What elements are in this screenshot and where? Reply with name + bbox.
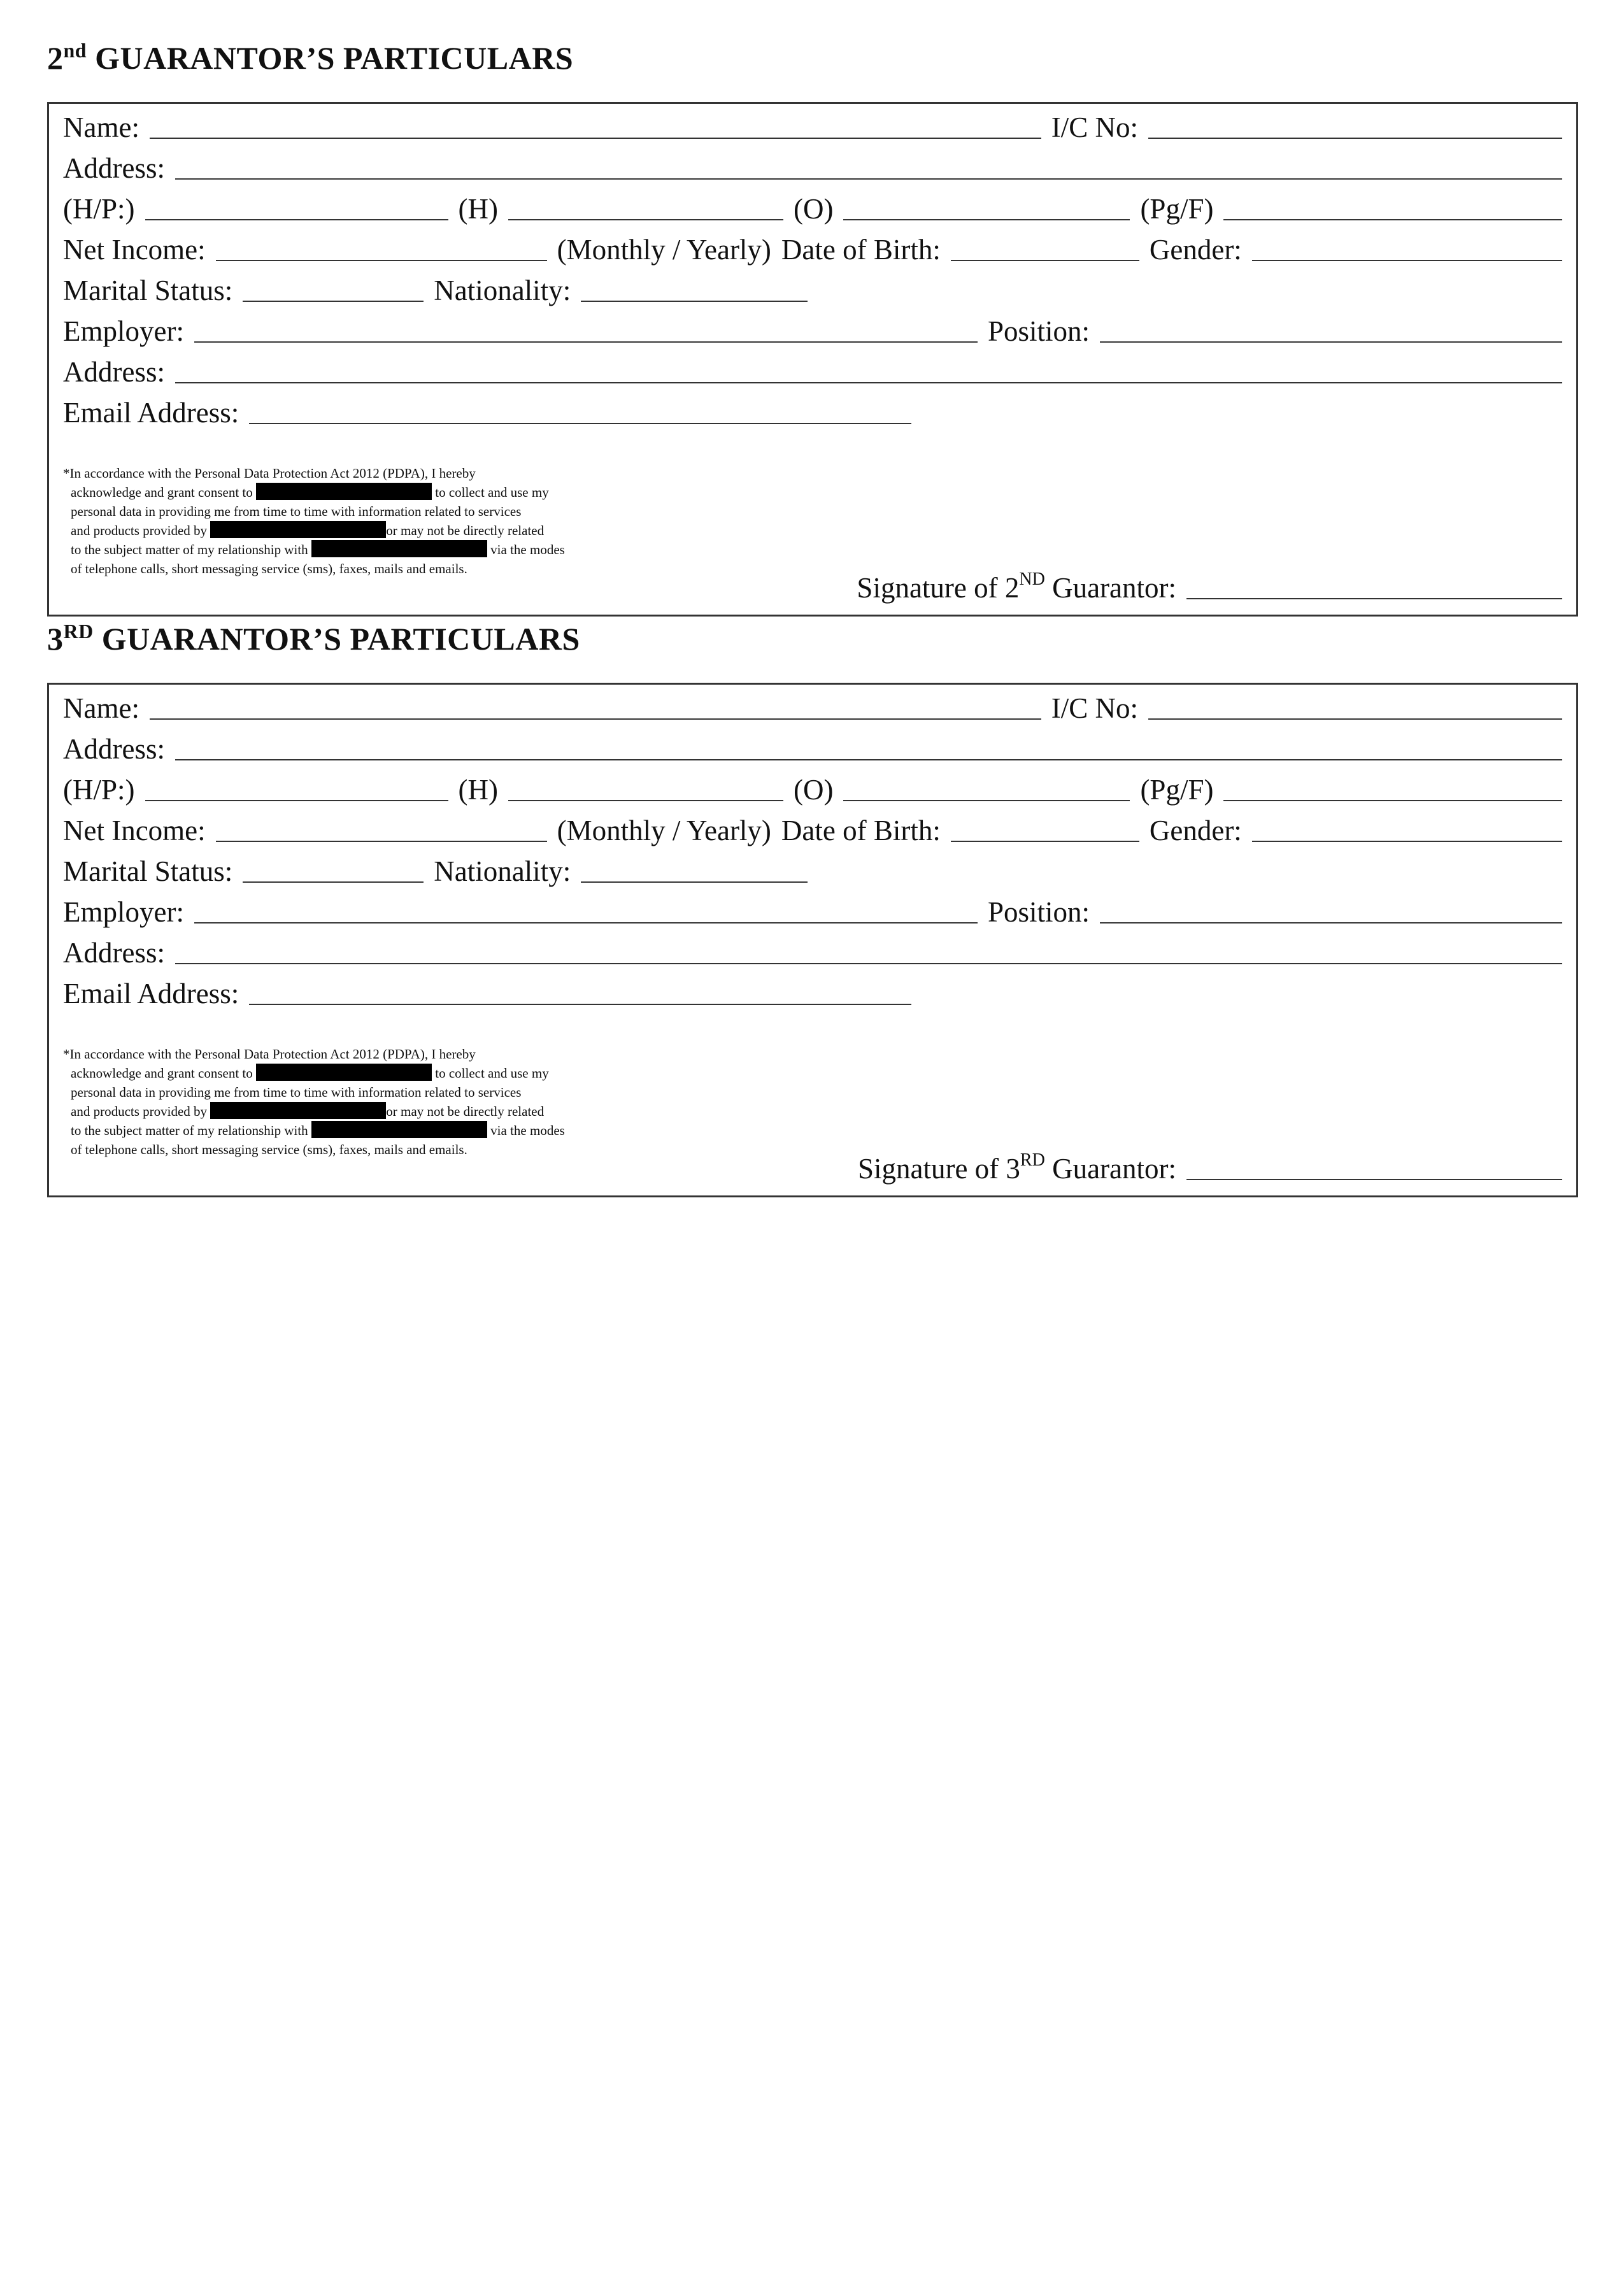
signature-field[interactable] — [1186, 1178, 1562, 1180]
heading-ordinal: RD — [63, 620, 94, 643]
hp-field[interactable] — [145, 799, 448, 801]
row-phones — [63, 770, 1562, 806]
consent-line-4-end: or may not be directly related — [386, 523, 545, 538]
consent-line-2-start: acknowledge and grant consent to — [71, 485, 253, 500]
name-label: Name: — [63, 692, 139, 724]
heading-text: GUARANTOR’S PARTICULARS — [101, 621, 580, 657]
consent-line-5-start: to the subject matter of my relationship with — [71, 1123, 308, 1138]
consent-line-2-end: to collect and use my — [435, 485, 549, 500]
redacted-block — [210, 521, 386, 538]
employer-field[interactable] — [194, 341, 978, 343]
redacted-block — [311, 540, 487, 557]
row-name — [63, 108, 1562, 143]
heading-number: 2 — [47, 40, 64, 76]
pgf-field[interactable] — [1223, 218, 1562, 220]
email-label: Email Address: — [63, 397, 239, 429]
consent-line-5-end: via the modes — [490, 542, 565, 557]
signature-prefix: Signature of 2 — [857, 572, 1020, 604]
signature-suffix: Guarantor: — [1052, 572, 1176, 604]
pdpa-consent-text — [63, 1045, 565, 1159]
signature-suffix: Guarantor: — [1052, 1153, 1176, 1185]
hp-label: (H/P:) — [63, 774, 135, 806]
employer-address-field[interactable] — [175, 381, 1562, 383]
dob-field[interactable] — [951, 840, 1139, 842]
redacted-block — [311, 1121, 487, 1138]
signature-prefix: Signature of 3 — [857, 1153, 1020, 1185]
position-field[interactable] — [1100, 922, 1562, 923]
ic-no-field[interactable] — [1148, 137, 1562, 139]
marital-status-label: Marital Status: — [63, 855, 233, 887]
consent-line-5 — [63, 1121, 565, 1140]
employer-label: Employer: — [63, 315, 184, 347]
row-marital — [63, 271, 1562, 306]
pgf-field[interactable] — [1223, 799, 1562, 801]
position-label: Position: — [987, 896, 1090, 928]
row-email — [63, 974, 1562, 1009]
gender-label: Gender: — [1149, 815, 1242, 846]
heading-text: GUARANTOR’S PARTICULARS — [95, 40, 574, 76]
signature-ordinal: ND — [1019, 569, 1045, 589]
name-field[interactable] — [150, 718, 1041, 720]
guarantor-2-form-box — [47, 102, 1578, 617]
h-label: (H) — [458, 774, 498, 806]
redacted-block — [210, 1102, 386, 1119]
row-employer-address — [63, 933, 1562, 969]
gender-field[interactable] — [1252, 259, 1562, 261]
row-email — [63, 393, 1562, 429]
signature-row — [857, 1150, 1562, 1185]
net-income-label: Net Income: — [63, 234, 206, 266]
signature-field[interactable] — [1186, 597, 1562, 599]
section-title-2nd-guarantor — [47, 39, 574, 76]
row-marital — [63, 852, 1562, 887]
row-employer — [63, 311, 1562, 347]
row-employer — [63, 892, 1562, 928]
consent-line-4 — [63, 1102, 565, 1121]
consent-line-5-end: via the modes — [490, 1123, 565, 1138]
consent-line-5 — [63, 540, 565, 559]
name-label: Name: — [63, 111, 139, 143]
dob-label: Date of Birth: — [781, 815, 941, 846]
net-income-field[interactable] — [216, 840, 547, 842]
consent-line-4-start: and products provided by — [71, 523, 208, 538]
employer-address-label: Address: — [63, 937, 165, 969]
signature-ordinal: RD — [1020, 1150, 1045, 1170]
h-field[interactable] — [508, 218, 783, 220]
consent-line-6: of telephone calls, short messaging service (sms), faxes, mails and emails. — [71, 561, 467, 576]
consent-line-6: of telephone calls, short messaging service (sms), faxes, mails and emails. — [71, 1142, 467, 1157]
row-income — [63, 811, 1562, 846]
row-income — [63, 230, 1562, 266]
consent-line-5-start: to the subject matter of my relationship with — [71, 542, 308, 557]
employer-address-field[interactable] — [175, 962, 1562, 964]
h-field[interactable] — [508, 799, 783, 801]
consent-line-2-end: to collect and use my — [435, 1066, 549, 1081]
address-label: Address: — [63, 152, 165, 184]
nationality-label: Nationality: — [434, 855, 571, 887]
consent-line-3: personal data in providing me from time to time with information related to services — [71, 504, 522, 519]
email-field[interactable] — [249, 1003, 911, 1005]
hp-label: (H/P:) — [63, 193, 135, 225]
consent-line-4-end: or may not be directly related — [386, 1104, 545, 1119]
marital-status-field[interactable] — [243, 300, 424, 302]
employer-label: Employer: — [63, 896, 184, 928]
pgf-label: (Pg/F) — [1140, 193, 1214, 225]
guarantor-3-form-box — [47, 683, 1578, 1197]
email-label: Email Address: — [63, 978, 239, 1009]
signature-label — [857, 569, 1176, 604]
net-income-label: Net Income: — [63, 815, 206, 846]
section-title-3rd-guarantor — [47, 620, 580, 657]
consent-line-1: *In accordance with the Personal Data Protection Act 2012 (PDPA), I hereby — [63, 1046, 476, 1062]
consent-line-2 — [63, 1064, 565, 1083]
consent-line-2 — [63, 483, 565, 502]
marital-status-field[interactable] — [243, 881, 424, 883]
address-field[interactable] — [175, 759, 1562, 760]
row-address — [63, 148, 1562, 184]
monthly-yearly-label: (Monthly / Yearly) — [557, 815, 771, 846]
h-label: (H) — [458, 193, 498, 225]
dob-label: Date of Birth: — [781, 234, 941, 266]
nationality-field[interactable] — [581, 881, 808, 883]
redacted-block — [256, 1064, 432, 1081]
o-field[interactable] — [843, 218, 1130, 220]
row-phones — [63, 189, 1562, 225]
employer-address-label: Address: — [63, 356, 165, 388]
ic-no-label: I/C No: — [1051, 692, 1138, 724]
name-field[interactable] — [150, 137, 1041, 139]
employer-field[interactable] — [194, 922, 978, 923]
consent-line-3: personal data in providing me from time to time with information related to services — [71, 1085, 522, 1100]
email-field[interactable] — [249, 422, 911, 424]
row-employer-address — [63, 352, 1562, 388]
nationality-label: Nationality: — [434, 275, 571, 306]
dob-field[interactable] — [951, 259, 1139, 261]
o-label: (O) — [793, 774, 834, 806]
monthly-yearly-label: (Monthly / Yearly) — [557, 234, 771, 266]
gender-label: Gender: — [1149, 234, 1242, 266]
address-field[interactable] — [175, 178, 1562, 180]
signature-row — [857, 569, 1562, 604]
redacted-block — [256, 483, 432, 500]
ic-no-label: I/C No: — [1051, 111, 1138, 143]
marital-status-label: Marital Status: — [63, 275, 233, 306]
pdpa-consent-text — [63, 464, 565, 578]
position-field[interactable] — [1100, 341, 1562, 343]
o-label: (O) — [793, 193, 834, 225]
address-label: Address: — [63, 733, 165, 765]
row-name — [63, 688, 1562, 724]
heading-number: 3 — [47, 621, 64, 657]
consent-line-4-start: and products provided by — [71, 1104, 208, 1119]
nationality-field[interactable] — [581, 300, 808, 302]
gender-field[interactable] — [1252, 840, 1562, 842]
signature-label — [857, 1150, 1176, 1185]
consent-line-1: *In accordance with the Personal Data Protection Act 2012 (PDPA), I hereby — [63, 466, 476, 481]
position-label: Position: — [987, 315, 1090, 347]
heading-ordinal: nd — [63, 39, 87, 62]
o-field[interactable] — [843, 799, 1130, 801]
net-income-field[interactable] — [216, 259, 547, 261]
pgf-label: (Pg/F) — [1140, 774, 1214, 806]
row-address — [63, 729, 1562, 765]
consent-line-2-start: acknowledge and grant consent to — [71, 1066, 253, 1081]
consent-line-4 — [63, 521, 565, 540]
ic-no-field[interactable] — [1148, 718, 1562, 720]
hp-field[interactable] — [145, 218, 448, 220]
